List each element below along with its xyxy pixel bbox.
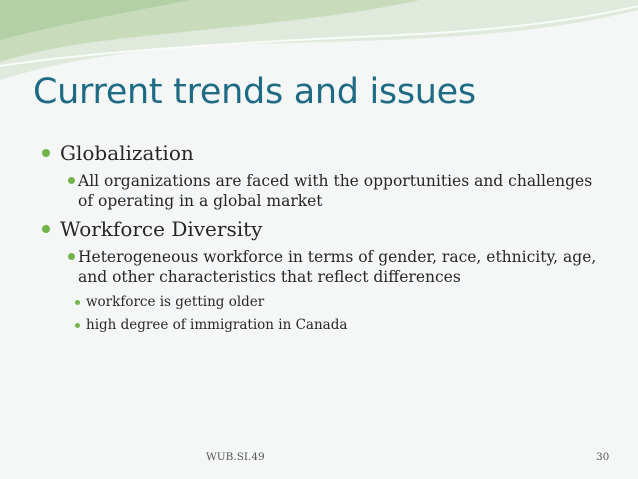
- sub-bullet-global-market: [48, 171, 600, 211]
- sub-sub-bullet-text: workforce is getting older: [86, 294, 265, 310]
- bullet-dot-icon: [42, 149, 50, 157]
- bullet-globalization: [40, 139, 600, 167]
- bullet-dot-icon: [42, 225, 50, 233]
- bullet-workforce-diversity: [40, 215, 600, 243]
- sub-sub-bullet-older-workforce: [50, 291, 600, 314]
- bullet-label: Workforce Diversity: [60, 217, 263, 241]
- sub-sub-bullet-text: high degree of immigration in Canada: [86, 317, 348, 333]
- footer-text: WUB.SI.49: [206, 451, 265, 463]
- sub-bullet-text: All organizations are faced with the opportunities and challenges of operating in a global market: [78, 172, 593, 210]
- bullet-dot-icon: [75, 300, 80, 305]
- bullet-dot-icon: [68, 177, 75, 184]
- slide-title: Current trends and issues: [33, 72, 476, 112]
- bullet-dot-icon: [75, 323, 80, 328]
- bullet-dot-icon: [68, 253, 75, 260]
- sub-bullet-text: Heterogeneous workforce in terms of gender, race, ethnicity, age, and other characteristics that reflect differences: [78, 248, 597, 286]
- sub-sub-bullet-immigration: [50, 314, 600, 337]
- bullet-list: [40, 136, 600, 337]
- bullet-label: Globalization: [60, 141, 194, 165]
- sub-bullet-heterogeneous-workforce: [48, 247, 600, 287]
- page-number: 30: [596, 451, 610, 463]
